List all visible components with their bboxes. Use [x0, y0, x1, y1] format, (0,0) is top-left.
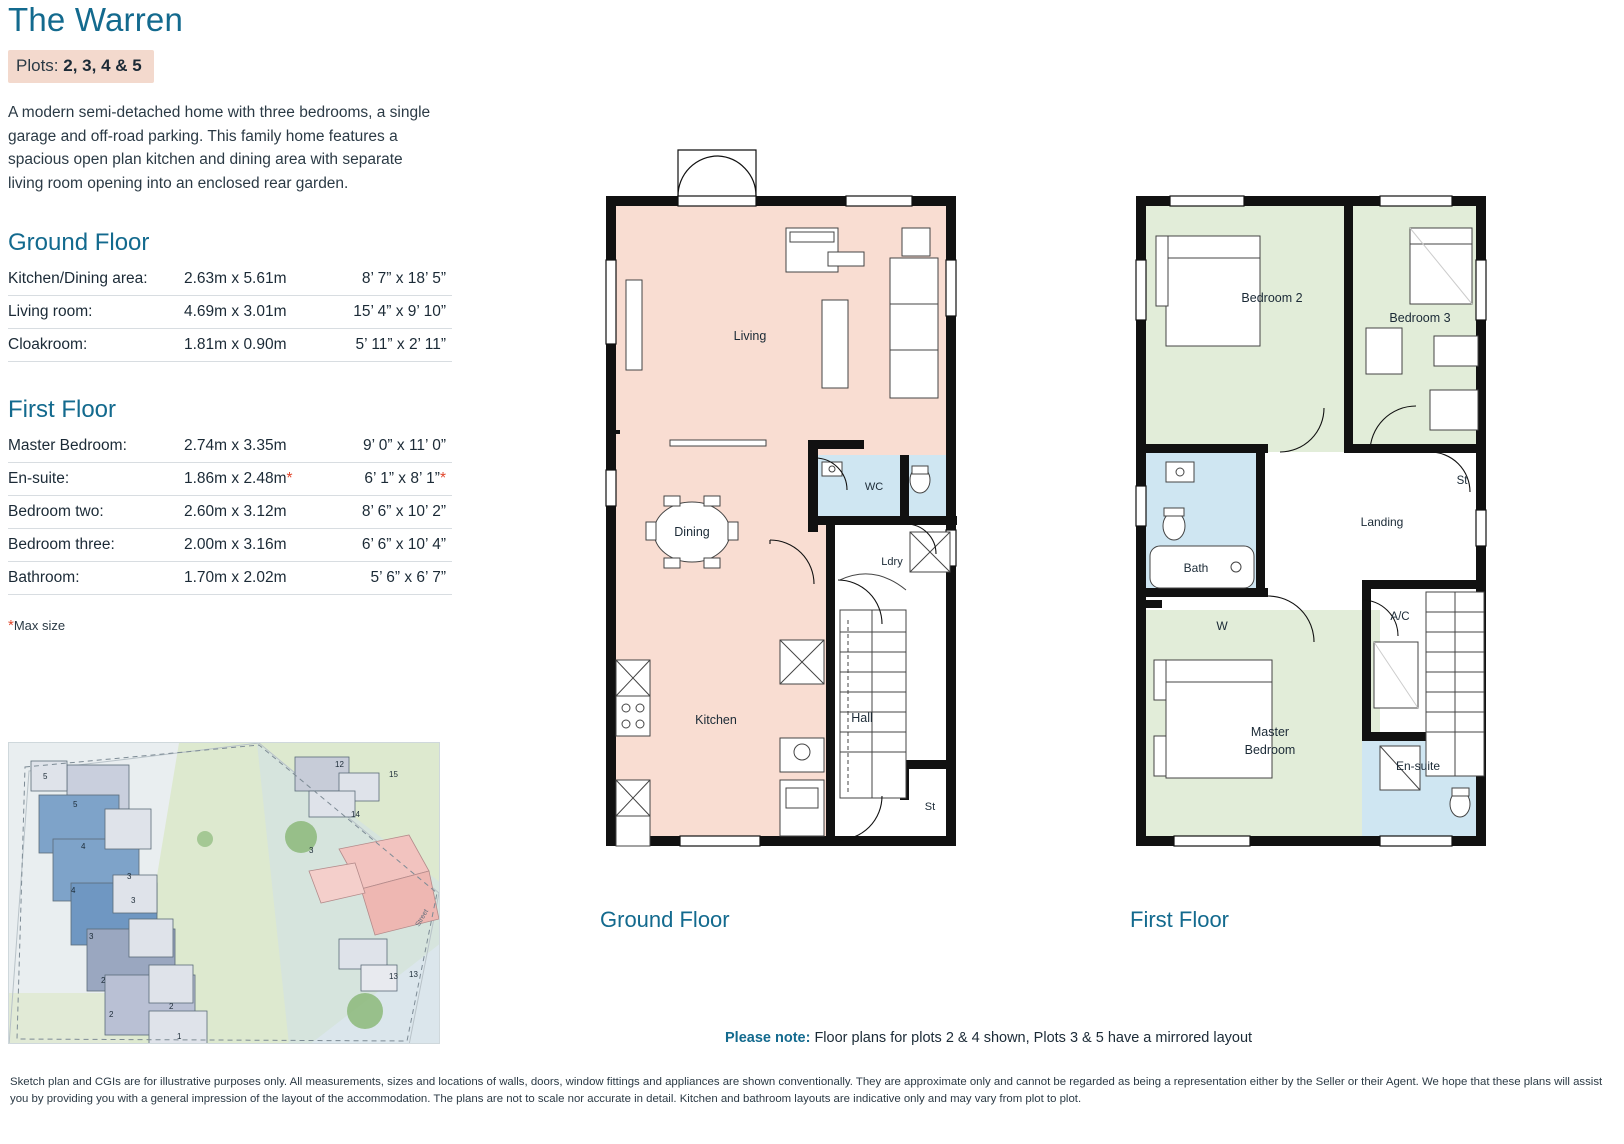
plot-number: 3: [131, 896, 136, 905]
mirrored-layout-note: [725, 1030, 1252, 1046]
plots-label: Plots:: [16, 56, 59, 75]
plot-number: 3: [127, 872, 132, 881]
room-imperial: 5’ 6” x 6’ 7”: [334, 562, 452, 595]
plot-number: 4: [81, 842, 86, 851]
room-imperial: 8’ 7” x 18’ 5”: [334, 263, 452, 296]
room-label-laundry: Ldry: [881, 556, 903, 568]
ground-floor-drawing: [600, 140, 1000, 870]
room-name: Bathroom:: [8, 562, 184, 595]
room-imperial: 15’ 4” x 9’ 10”: [334, 296, 452, 329]
room-imperial: 6’ 6” x 10’ 4”: [334, 529, 452, 562]
plot-number: 3: [309, 846, 314, 855]
room-label-bath: Bath: [1183, 561, 1209, 575]
room-metric: 1.81m x 0.90m: [184, 329, 334, 362]
plots-values: 2, 3, 4 & 5: [63, 56, 142, 75]
room-name: Master Bedroom:: [8, 430, 184, 463]
note-text: Floor plans for plots 2 & 4 shown, Plots 3 & 5 have a mirrored layout: [814, 1030, 1253, 1046]
plot-number: 2: [101, 976, 106, 985]
plot-number: 2: [109, 1010, 114, 1019]
first-floor-heading: First Floor: [8, 396, 116, 423]
room-imperial: 8’ 6” x 10’ 2”: [334, 496, 452, 529]
plot-number: 13: [389, 972, 398, 981]
room-label-bedroom-2: Bedroom 2: [1241, 291, 1303, 305]
room-name: Kitchen/Dining area:: [8, 263, 184, 296]
table-row: [8, 296, 452, 329]
room-name: Living room:: [8, 296, 184, 329]
plots-badge: [8, 50, 154, 83]
max-size-star-icon: *: [8, 617, 14, 634]
room-label-bedroom-3: Bedroom 3: [1389, 311, 1451, 325]
plot-number: 13: [409, 970, 418, 979]
room-metric: 1.70m x 2.02m: [184, 562, 334, 595]
room-label-dining: Dining: [674, 525, 710, 539]
max-size-star-icon: *: [286, 470, 293, 487]
room-label-wc: WC: [864, 481, 884, 493]
plot-number: 1: [177, 1032, 182, 1041]
room-label-master-bedroom-2: Bedroom: [1244, 743, 1296, 757]
table-row: [8, 562, 452, 595]
room-label-ac: A/C: [1390, 611, 1410, 623]
plot-number: 14: [351, 810, 360, 819]
plot-number: 2: [169, 1002, 174, 1011]
left-column: [6, 0, 466, 640]
room-imperial: 9’ 0” x 11’ 0”: [334, 430, 452, 463]
plot-number: 3: [89, 932, 94, 941]
room-label-landing: Landing: [1360, 515, 1404, 529]
first-floor-drawing: [1130, 140, 1530, 870]
plot-number: 15: [389, 770, 398, 779]
note-prefix: Please note:: [725, 1030, 811, 1046]
room-label-ensuite: En-suite: [1395, 759, 1441, 773]
room-label-master-bedroom: Master: [1250, 725, 1290, 739]
table-row: [8, 529, 452, 562]
first-floor-plan: [1130, 140, 1530, 933]
room-label-kitchen: Kitchen: [695, 713, 737, 727]
table-row: [8, 430, 452, 463]
first-floor-caption: First Floor: [1130, 907, 1229, 932]
room-imperial: 6’ 1” x 8’ 1”*: [334, 463, 452, 496]
room-metric: 4.69m x 3.01m: [184, 296, 334, 329]
room-metric: 1.86m x 2.48m*: [184, 463, 334, 496]
room-label-wardrobe: W: [1216, 619, 1228, 633]
room-metric: 2.74m x 3.35m: [184, 430, 334, 463]
ground-floor-caption: Ground Floor: [600, 907, 730, 932]
page-title: The Warren: [8, 1, 183, 38]
plot-number: 5: [73, 800, 78, 809]
ground-floor-table: [8, 263, 452, 362]
plot-number: 5: [43, 772, 48, 781]
room-label-store: St: [1456, 475, 1468, 487]
room-name: Bedroom three:: [8, 529, 184, 562]
room-name: Bedroom two:: [8, 496, 184, 529]
room-label-store: St: [924, 801, 936, 813]
site-plan-drawing: [9, 743, 440, 1044]
ground-floor-plan: [600, 140, 1000, 933]
room-label-hall: Hall: [851, 711, 873, 725]
room-imperial: 5’ 11” x 2’ 11”: [334, 329, 452, 362]
room-metric: 2.63m x 5.61m: [184, 263, 334, 296]
house-description: A modern semi-detached home with three bedrooms, a single garage and off-road parking. This family home features a spacious open plan kitchen and dining area with separate living room opening into an enclosed rear garden.: [8, 104, 431, 192]
site-plan: [8, 742, 440, 1044]
table-row: [8, 463, 452, 496]
first-floor-table: [8, 430, 452, 595]
table-row: [8, 496, 452, 529]
max-size-note: *Max size: [8, 617, 66, 634]
room-metric: 2.60m x 3.12m: [184, 496, 334, 529]
street-name: Street: [414, 908, 431, 928]
room-metric: 2.00m x 3.16m: [184, 529, 334, 562]
max-size-star-icon: *: [439, 470, 446, 487]
table-row: [8, 263, 452, 296]
plot-number: 12: [335, 760, 344, 769]
room-name: Cloakroom:: [8, 329, 184, 362]
room-name: En-suite:: [8, 463, 184, 496]
plot-number: 4: [71, 886, 76, 895]
table-row: [8, 329, 452, 362]
ground-floor-heading: Ground Floor: [8, 229, 150, 256]
room-label-living: Living: [733, 329, 767, 343]
disclaimer-text: Sketch plan and CGIs are for illustrative purposes only. All measurements, sizes and locations of walls, doors, window fittings and appliances are shown conventionally. They are approximate only and cannot be regarded as being a representation either by the Seller or their Agent. We hope that these plans will assist you by providing you with a general impression of the layout of the accommodation. The plans are not to scale nor accurate in detail. Kitchen and bathroom layouts are indicative only and may vary from plot to plot.: [10, 1076, 1603, 1105]
